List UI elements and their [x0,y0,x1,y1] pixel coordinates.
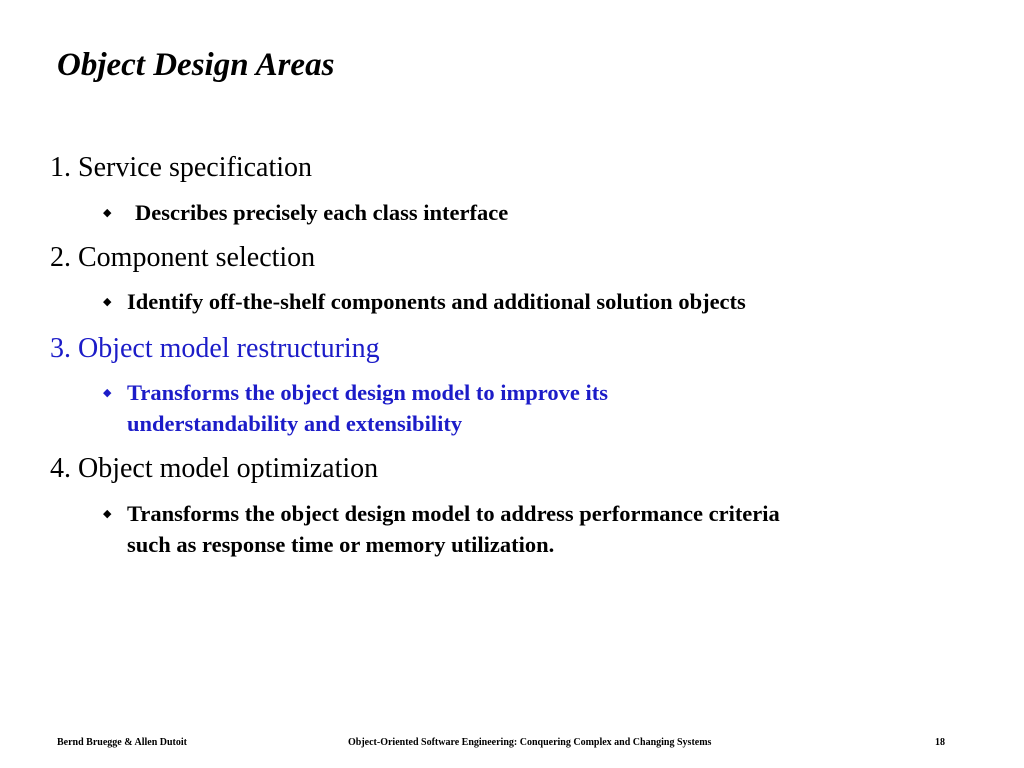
item-object-model-restructuring: 3. Object model restructuring [50,333,380,364]
sub-bullet-text: such as response time or memory utilization. [127,532,555,557]
item-service-specification: 1. Service specification [50,152,313,183]
sub-bullet-object-model-restructuring [127,377,608,439]
diamond-bullet-icon: ◆ [103,295,112,308]
footer-page-number: 18 [935,737,945,748]
diamond-bullet-icon: ◆ [103,206,112,219]
slide-title: Object Design Areas [57,47,335,83]
sub-bullet-text: Identify off-the-shelf components and additional solution objects [127,289,746,314]
sub-bullet-text: understandability and extensibility [127,411,463,436]
sub-bullet-object-model-optimization [127,498,780,560]
footer-authors: Bernd Bruegge & Allen Dutoit [57,737,187,748]
footer-book-title: Object-Oriented Software Engineering: Conquering Complex and Changing Systems [348,737,712,748]
sub-bullet-text: Transforms the object design model to improve its [127,380,608,405]
item-object-model-optimization: 4. Object model optimization [50,453,379,484]
sub-bullet-service-specification [135,197,508,228]
diamond-bullet-icon: ◆ [103,386,112,399]
sub-bullet-component-selection [127,286,746,317]
item-component-selection: 2. Component selection [50,242,316,273]
sub-bullet-text: Describes precisely each class interface [135,200,509,225]
sub-bullet-text: Transforms the object design model to address performance criteria [127,501,780,526]
diamond-bullet-icon: ◆ [103,507,112,520]
